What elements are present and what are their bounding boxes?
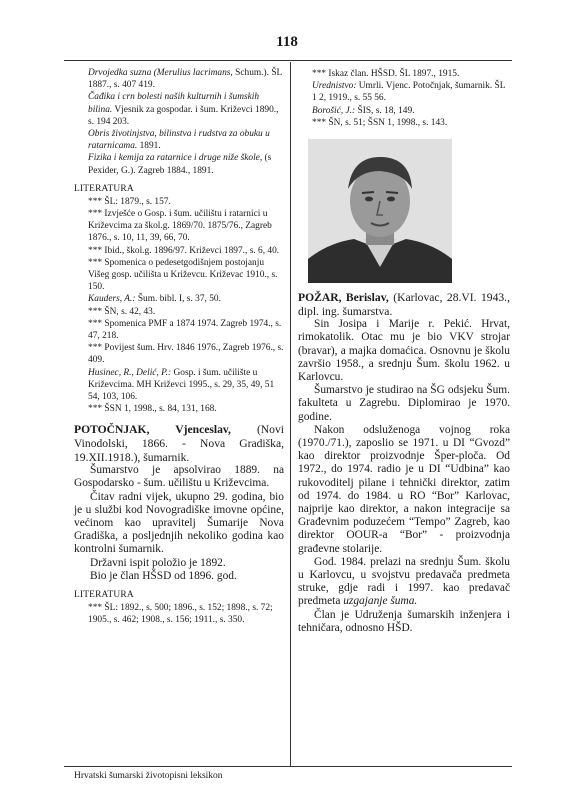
- text-paragraph: *** ŠSN 1, 1998., s. 84, 131, 168.: [88, 404, 217, 415]
- header-rule: [64, 60, 512, 61]
- text-paragraph: *** Spomenica PMF a 1874 1974. Zagreb 1974., s. 47, 218.: [88, 318, 282, 342]
- text-paragraph: Čitav radni vijek, ukupno 29. godina, bio je u službi kod Novogradiške imovne općine, većinom kao upravitelj Šumarije Nova Gradiška, a posljednjih nekoliko godina kao kontrolni šumarnik.: [74, 490, 284, 556]
- literature-heading: LITERATURA: [74, 590, 134, 601]
- text-paragraph: Borošić, J.: ŠIS, s. 18, 149.: [312, 105, 415, 116]
- column-divider: [290, 62, 291, 766]
- portrait-icon: [308, 139, 452, 283]
- text-paragraph: *** ŠL: 1879., s. 157.: [88, 196, 171, 207]
- text-paragraph: Bio je član HŠSD od 1896. god.: [90, 569, 237, 582]
- text-paragraph: *** ŠN, s. 51; ŠSN 1, 1998., s. 143.: [312, 117, 448, 128]
- entry-heading: POŽAR, Berislav, (Karlovac, 28.VI. 1943., dipl. ing. šumarstva.: [298, 291, 510, 318]
- page-number: 118: [276, 34, 298, 50]
- text-paragraph: Husinec, R., Delić, P.: Gosp. i šum. učilište u Križevcima. MH Križevci 1995., s. 29, 35, 49, 51 54, 103, 106.: [88, 367, 275, 403]
- bibliography-list: [298, 68, 510, 129]
- text-paragraph: Kauders, A.: Šum. bibl. I, s. 37, 50.: [88, 294, 221, 305]
- text-paragraph: Čađika i crn bolesti naših kulturnih i šumskih bilina. Vjesnik za gospodar. i šum. Križevci 1890., s. 194 203.: [88, 92, 279, 127]
- right-column: [298, 67, 510, 635]
- entry-body: [74, 464, 284, 583]
- text-paragraph: *** ŠN, s. 42, 43.: [88, 306, 156, 317]
- literature-list: [74, 196, 284, 416]
- text-paragraph: Sin Josipa i Marije r. Pekić. Hrvat, rimokatolik. Otac mu je bio VKV strojar (bravar), a majka domaćica. Osnovnu je školu završio 1958., a srednju Šum. školu 1962. u Karlovcu.: [298, 318, 510, 384]
- text-paragraph: *** Povijest šum. Hrv. 1846 1976., Zagreb 1976., s. 409.: [88, 343, 284, 366]
- portrait-photo: [308, 139, 452, 283]
- text-paragraph: Drvojedka suzna (Merulius lacrimans, Schum.). ŠL 1887., s. 407 419.: [88, 68, 282, 91]
- entry-heading: POTOČNJAK, Vjenceslav, (Novi Vinodolski, 1866. - Nova Gradiška, 19.XII.1918.), šumarnik.: [74, 423, 284, 464]
- text-paragraph: *** ŠL: 1892., s. 500; 1896., s. 152; 1898., s. 72; 1905., s. 462; 1908., s. 156; 1911., s. 350.: [88, 603, 273, 626]
- text-paragraph: *** Izvješće o Gosp. i šum. učilištu i ratarnici u Križevcima za škol.g. 1869/70. 1875/76., Zagreb 1876., s. 10, 11, 39, 66, 70.: [88, 209, 272, 244]
- footer-rule: [64, 766, 512, 767]
- left-column: [74, 67, 284, 627]
- text-paragraph: *** Spomenica o pedesetgodišnjem postojanju Višeg gosp. učilišta u Križevcu. Križevac 1910., s. 150.: [88, 257, 278, 293]
- text-paragraph: *** Ibid., škol.g. 1896/97. Križevci 1897., s. 6, 40.: [88, 245, 280, 256]
- entry-body: [298, 318, 510, 635]
- text-paragraph: *** Iskaz član. HŠSD. ŠL 1897., 1915.: [312, 69, 460, 79]
- bibliography-list: [74, 67, 284, 177]
- text-paragraph: Fizika i kemija za ratarnice i druge niže škole, (s Pexider, G.). Zagreb 1884., 1891.: [88, 153, 272, 176]
- text-paragraph: Nakon odsluženoga vojnog roka (1970./71.), zaposlio se 1971. u DI “Gvozd” kao direktor proizvodnje Šper-ploča. Od 1972., do 1974. radio je u DI “Udbina” kao rukovoditelj pilane i tehnički direktor, zatim od 1974. do 1984. u RO “Bor” Karlovac, najprije kao direktor, a nakon integracije sa Građevnim poduzećem “Tempo” Zagreb, kao direktor OOUR-a “Bor” - proizvodnja građevne stolarije.: [298, 423, 510, 555]
- text-paragraph: Obris životinjstva, bilinstva i rudstva za obuku u ratarnicama. 1891.: [88, 129, 270, 152]
- literature-list: [74, 602, 284, 626]
- footer-title: Hrvatski šumarski životopisni leksikon: [74, 771, 223, 781]
- text-paragraph: Član je Udruženja šumarskih inženjera i tehničara, odnosno HŠD.: [298, 608, 510, 634]
- text-paragraph: Šumarstvo je studirao na ŠG odsjeku Šum. fakulteta u Zagrebu. Diplomirao je 1970. godine.: [298, 384, 510, 423]
- text-paragraph: God. 1984. prelazi na srednju Šum. školu u Karlovcu, u svojstvu predavača predmeta struke, gdje radi i 1997. kao predavač predmeta uzgajanje šuma.: [298, 555, 510, 608]
- text-paragraph: Državni ispit položio je 1892.: [90, 556, 226, 569]
- literature-heading: LITERATURA: [74, 183, 134, 194]
- text-paragraph: Šumarstvo je apsolvirao 1889. na Gospodarsko - šum. učilištu u Križevcima.: [74, 464, 284, 490]
- text-paragraph: Urednistvo: Umrli. Vjenc. Potočnjak, šumarnik. ŠL 1 2, 1919., s. 55 56.: [312, 81, 506, 104]
